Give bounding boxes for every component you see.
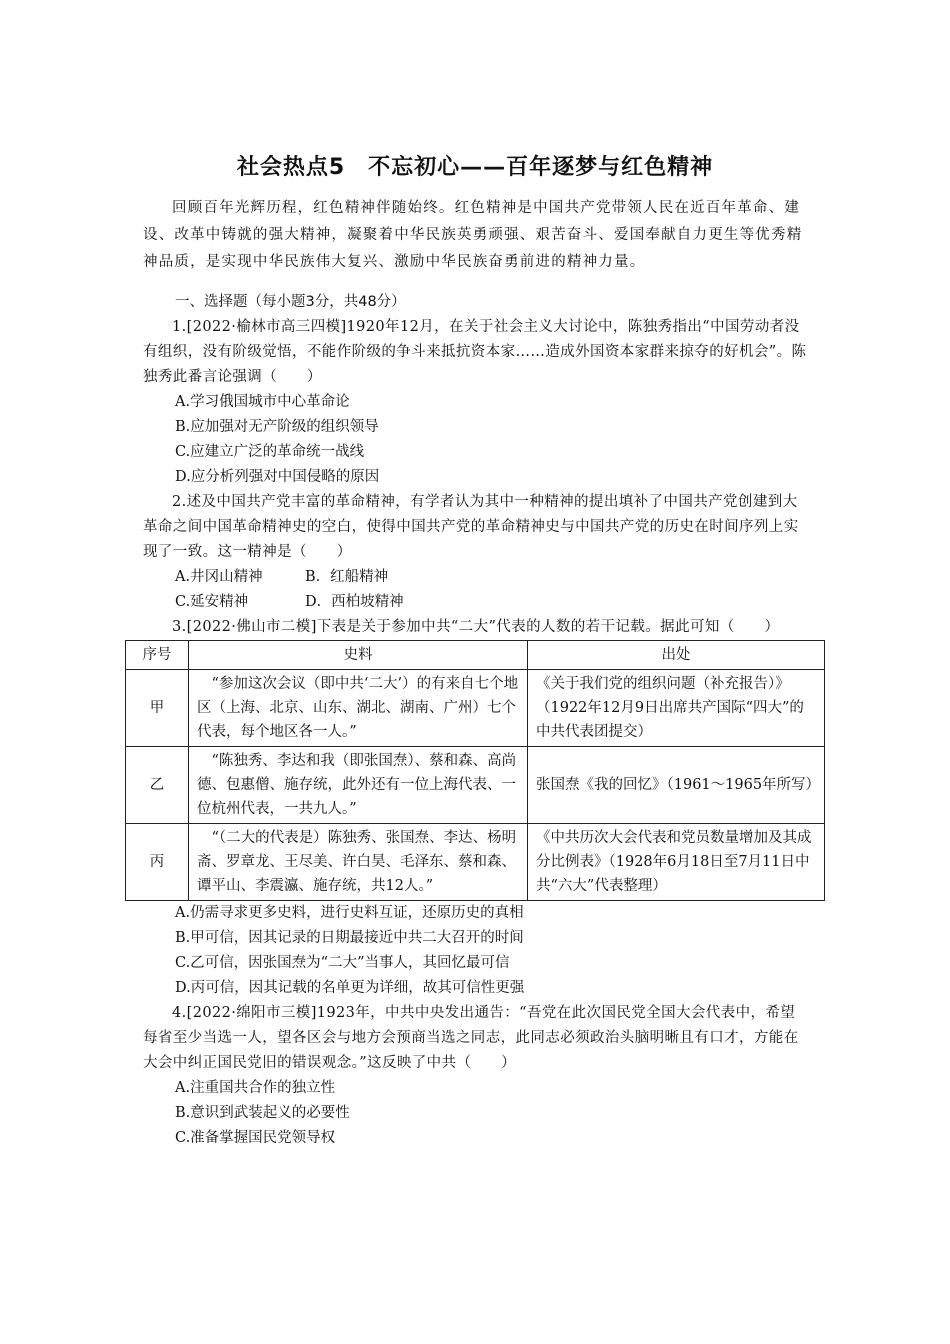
question-3-option-a: A.仍需寻求更多史料，进行史料互证，还原历史的真相 bbox=[175, 905, 524, 921]
question-2-stem: 2.述及中国共产党丰富的革命精神，有学者认为其中一种精神的提出填补了中国共产党创建到大革命之间中国革命精神史的空白，使得中国共产党的革命精神史与中国共产党的历史在时间序列上实现了一致。这一精神是（ ） bbox=[143, 494, 799, 560]
row-source: 《关于我们党的组织问题（补充报告）》（1922年12月9日出席共产国际“四大”的中共代表团提交） bbox=[528, 670, 825, 747]
historical-sources-table bbox=[125, 640, 825, 901]
row-material: “（二大的代表是）陈独秀、张国焘、李达、杨明斋、罗章龙、王尽美、许白昊、毛泽东、蔡和森、谭平山、李震瀛、施存统，共12人。” bbox=[197, 830, 517, 894]
question-2-option-a: A.井冈山精神 bbox=[175, 569, 263, 585]
question-1-option-c: C.应建立广泛的革命统一战线 bbox=[175, 444, 365, 460]
document-page bbox=[142, 150, 821, 1151]
table-row bbox=[126, 747, 825, 824]
table-row bbox=[126, 824, 825, 901]
row-source: 张国焘《我的回忆》（1961～1965年所写） bbox=[528, 747, 825, 824]
question-1-option-d: D.应分析列强对中国侵略的原因 bbox=[175, 469, 380, 485]
question-3-option-b: B.甲可信，因其记录的日期最接近中共二大召开的时间 bbox=[175, 930, 524, 946]
question-1-stem: 1.[2022·榆林市高三四模]1920年12月，在关于社会主义大讨论中，陈独秀指出“中国劳动者没有组织，没有阶级觉悟，不能作阶级的争斗来抵抗资本家……造成外国资本家群来掠夺的好机会”。陈独秀此番言论强调（ ） bbox=[143, 319, 807, 385]
table-header-row bbox=[126, 641, 825, 670]
question-2-option-c: C.延安精神 bbox=[175, 594, 249, 610]
page-title: 社会热点5 不忘初心——百年逐梦与红色精神 bbox=[236, 155, 714, 180]
header-material: 史料 bbox=[189, 641, 528, 670]
question-2-option-b: B．红船精神 bbox=[305, 569, 389, 585]
row-index: 丙 bbox=[126, 824, 189, 901]
question-4-option-c: C.准备掌握国民党领导权 bbox=[175, 1130, 336, 1146]
question-4-option-b: B.意识到武装起义的必要性 bbox=[175, 1105, 350, 1121]
row-index: 甲 bbox=[126, 670, 189, 747]
question-1-option-b: B.应加强对无产阶级的组织领导 bbox=[175, 419, 379, 435]
question-3-stem: 3.[2022·佛山市二模]下表是关于参加中共“二大”代表的人数的若干记载。据此可知（ ） bbox=[172, 619, 780, 635]
question-2-options-row-1 bbox=[143, 565, 807, 590]
question-3-option-c: C.乙可信，因张国焘为“二大”当事人，其回忆最可信 bbox=[175, 955, 510, 971]
question-4-stem: 4.[2022·绵阳市三模]1923年，中共中央发出通告：“吾党在此次国民党全国大会代表中，希望每省至少当选一人，望各区会与地方会预商当选之同志，此同志必须政治头脑明晰且有口才，方能在大会中纠正国民党旧的错误观念。”这反映了中共（ ） bbox=[143, 1005, 799, 1071]
row-index: 乙 bbox=[126, 747, 189, 824]
question-1-option-a: A.学习俄国城市中心革命论 bbox=[175, 394, 350, 410]
row-material: “参加这次会议（即中共‘二大’）的有来自七个地区（上海、北京、山东、湖北、湖南、广州）七个代表，每个地区各一人。” bbox=[197, 676, 519, 740]
section-heading: 一、选择题（每小题3分，共48分） bbox=[175, 294, 406, 310]
table-row bbox=[126, 670, 825, 747]
question-2-option-d: D．西柏坡精神 bbox=[305, 594, 404, 610]
row-source: 《中共历次大会代表和党员数量增加及其成分比例表》（1928年6月18日至7月11日中共“六大”代表整理） bbox=[528, 824, 825, 901]
question-3-option-d: D.丙可信，因其记载的名单更为详细，故其可信性更强 bbox=[175, 980, 525, 996]
header-index: 序号 bbox=[126, 641, 189, 670]
row-material: “陈独秀、李达和我（即张国焘）、蔡和森、高尚德、包惠僧、施存统，此外还有一位上海代表、一位杭州代表，一共九人。” bbox=[197, 753, 517, 817]
question-4-option-a: A.注重国共合作的独立性 bbox=[175, 1080, 336, 1096]
question-2-options-row-2 bbox=[143, 590, 807, 615]
intro-paragraph: 回顾百年光辉历程，红色精神伴随始终。红色精神是中国共产党带领人民在近百年革命、建设、改革中铸就的强大精神，凝聚着中华民族英勇顽强、艰苦奋斗、爱国奉献自力更生等优秀精神品质，是实现中华民族伟大复兴、激励中华民族奋勇前进的精神力量。 bbox=[143, 200, 803, 270]
header-source: 出处 bbox=[528, 641, 825, 670]
